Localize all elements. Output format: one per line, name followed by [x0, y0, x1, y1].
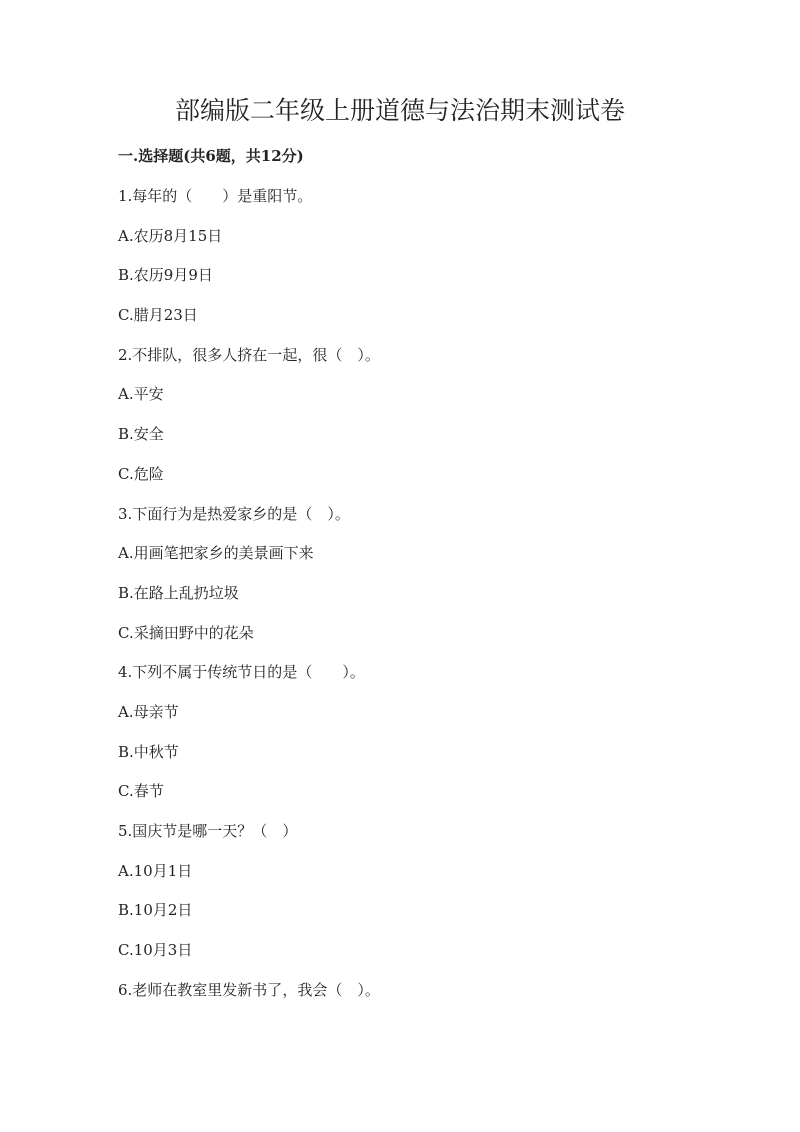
- question-stem: 3.下面行为是热爱家乡的是（ ）。: [118, 504, 350, 523]
- question-block: [118, 980, 380, 1020]
- answer-option: B.10月2日: [118, 901, 193, 920]
- answer-option: C.春节: [118, 782, 164, 801]
- question-block: [118, 345, 380, 504]
- answer-option: B.中秋节: [118, 742, 179, 761]
- answer-option: A.用画笔把家乡的美景画下来: [118, 544, 314, 563]
- question-list: [118, 186, 380, 1019]
- question-stem: 4.下列不属于传统节日的是（ ）。: [118, 663, 365, 682]
- answer-option: B.在路上乱扔垃圾: [118, 583, 239, 602]
- answer-option: B.农历9月9日: [118, 266, 213, 285]
- answer-option: A.母亲节: [118, 702, 179, 721]
- question-stem: 1.每年的（ ）是重阳节。: [118, 187, 313, 205]
- question-block: [118, 821, 380, 980]
- answer-option: C.腊月23日: [118, 306, 198, 325]
- question-block: [118, 662, 380, 821]
- section-heading: 一.选择题(共6题，共12分): [118, 147, 304, 165]
- answer-option: A.农历8月15日: [118, 226, 223, 245]
- answer-option: A.平安: [118, 385, 164, 404]
- question-stem: 2.不排队，很多人挤在一起，很（ ）。: [118, 345, 380, 364]
- answer-option: B.安全: [118, 425, 164, 444]
- answer-option: C.采摘田野中的花朵: [118, 623, 254, 642]
- question-stem: 6.老师在教室里发新书了，我会（ ）。: [118, 980, 380, 999]
- answer-option: C.危险: [118, 464, 164, 483]
- answer-option: A.10月1日: [118, 861, 193, 880]
- question-block: [118, 504, 380, 663]
- answer-option: C.10月3日: [118, 941, 193, 960]
- question-stem: 5.国庆节是哪一天？（ ）: [118, 822, 298, 840]
- question-block: [118, 186, 380, 345]
- page-title: 部编版二年级上册道德与法治期末测试卷: [174, 96, 625, 125]
